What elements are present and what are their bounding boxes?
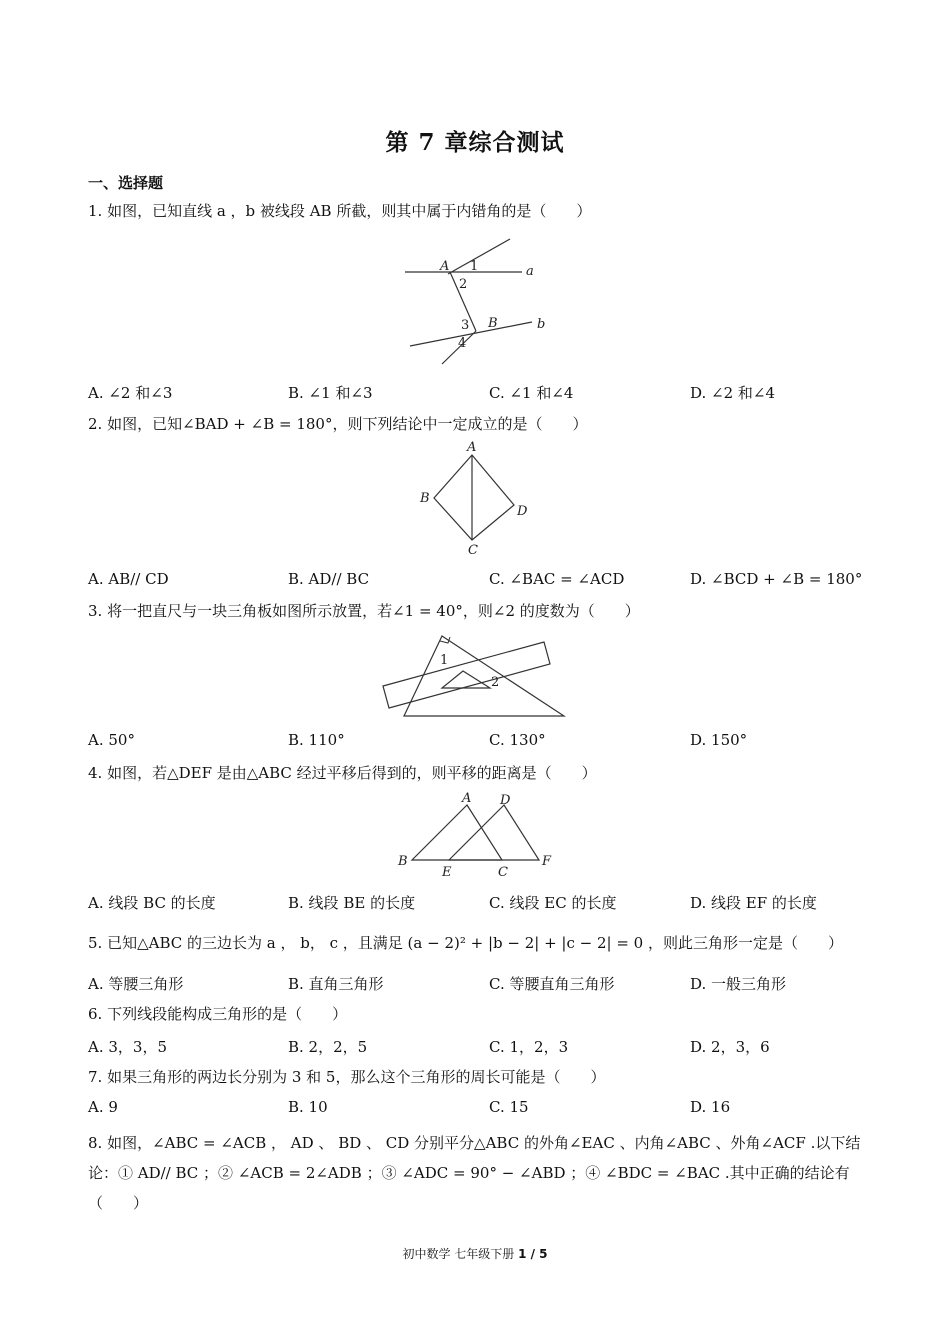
q3-option-b[interactable]: B. 110°: [288, 731, 345, 749]
q3-option-d[interactable]: D. 150°: [690, 731, 748, 749]
page-title: 第 7 章综合测试: [385, 129, 565, 156]
q4-option-b[interactable]: B. 线段 BE 的长度: [288, 894, 416, 912]
q5-option-d[interactable]: D. 一般三角形: [690, 975, 787, 993]
q2-option-b[interactable]: B. AD// BC: [288, 570, 370, 588]
question-4-options: [88, 892, 868, 914]
question-3-options: [88, 731, 868, 753]
question-4-stem: 4. 如图，若△DEF 是由△ABC 经过平移后得到的，则平移的距离是（ ）: [88, 764, 597, 782]
q1-option-c[interactable]: C. ∠1 和∠4: [489, 384, 574, 402]
q6-option-d[interactable]: D. 2，3，6: [690, 1038, 770, 1056]
q2-option-a[interactable]: A. AB// CD: [88, 570, 169, 588]
q6-option-c[interactable]: C. 1，2，3: [489, 1038, 569, 1056]
question-5-options: [88, 973, 868, 995]
q3-option-a[interactable]: A. 50°: [88, 731, 135, 749]
footer-page-number: 1 / 5: [518, 1247, 548, 1261]
q1-option-b[interactable]: B. ∠1 和∠3: [288, 384, 373, 402]
q6-option-b[interactable]: B. 2，2，5: [288, 1038, 368, 1056]
q3-label-1: 1: [440, 653, 449, 668]
q3-option-c[interactable]: C. 130°: [489, 731, 546, 749]
q5-option-a[interactable]: A. 等腰三角形: [88, 975, 184, 993]
q4-label-B: B: [398, 854, 408, 869]
question-2-figure: [412, 440, 542, 560]
q5-option-c[interactable]: C. 等腰直角三角形: [489, 975, 615, 993]
question-8-stem: 8. 如图，∠ABC = ∠ACB ， AD 、 BD 、 CD 分别平分△ABC 的外角∠EAC 、内角∠ABC 、外角∠ACF .以下结论：① AD// BC ；② ∠ACB = 2∠ADB ；③ ∠ADC = 90° − ∠ABD ；④ ∠BDC = ∠BAC .其中正确的结论有（ ）: [88, 1134, 861, 1212]
question-1-stem: 1. 如图，已知直线 a ，b 被线段 AB 所截，则其中属于内错角的是（ ）: [88, 202, 592, 220]
q1-label-B: B: [488, 316, 498, 331]
q2-label-D: D: [517, 504, 528, 519]
q2-label-C: C: [468, 543, 478, 558]
q1-label-3: 3: [461, 318, 470, 333]
q4-label-D: D: [500, 793, 511, 808]
q1-label-4: 4: [458, 336, 467, 351]
question-1-options: [88, 382, 868, 404]
q4-option-c[interactable]: C. 线段 EC 的长度: [489, 894, 617, 912]
question-5-stem: 5. 已知△ABC 的三边长为 a ， b， c ，且满足 (a − 2)² + |b − 2| + |c − 2| = 0 ，则此三角形一定是（ ）: [88, 934, 843, 952]
q7-option-b[interactable]: B. 10: [288, 1098, 328, 1116]
q2-label-B: B: [420, 491, 430, 506]
q3-label-2: 2: [491, 675, 500, 690]
q1-label-1: 1: [470, 259, 479, 274]
q4-option-a[interactable]: A. 线段 BC 的长度: [88, 894, 216, 912]
q4-label-E: E: [442, 865, 452, 880]
q2-option-d[interactable]: D. ∠BCD + ∠B = 180°: [690, 570, 863, 588]
footer-subject: 初中数学 七年级下册: [402, 1247, 519, 1261]
question-2-options: [88, 570, 868, 592]
q1-option-a[interactable]: A. ∠2 和∠3: [88, 384, 173, 402]
q1-option-d[interactable]: D. ∠2 和∠4: [690, 384, 776, 402]
q7-option-d[interactable]: D. 16: [690, 1098, 731, 1116]
question-3-stem: 3. 将一把直尺与一块三角板如图所示放置，若∠1 = 40°，则∠2 的度数为（ ）: [88, 602, 640, 620]
question-3-figure: [378, 628, 573, 723]
question-1-figure: [400, 236, 560, 376]
q5-option-b[interactable]: B. 直角三角形: [288, 975, 384, 993]
q7-option-a[interactable]: A. 9: [88, 1098, 118, 1116]
q7-option-c[interactable]: C. 15: [489, 1098, 529, 1116]
question-7-options: [88, 1098, 868, 1120]
question-7-stem: 7. 如果三角形的两边长分别为 3 和 5，那么这个三角形的周长可能是（ ）: [88, 1068, 606, 1086]
q4-label-A: A: [462, 791, 472, 806]
question-2-stem: 2. 如图，已知∠BAD + ∠B = 180°，则下列结论中一定成立的是（ ）: [88, 415, 588, 433]
q1-label-A: A: [440, 259, 450, 274]
q2-label-A: A: [467, 440, 477, 455]
question-6-options: [88, 1036, 868, 1058]
q4-label-C: C: [498, 865, 508, 880]
q2-option-c[interactable]: C. ∠BAC = ∠ACD: [489, 570, 625, 588]
q1-label-2: 2: [459, 277, 468, 292]
page-footer: [0, 1245, 950, 1262]
question-4-figure: [394, 790, 564, 880]
q4-option-d[interactable]: D. 线段 EF 的长度: [690, 894, 817, 912]
question-6-stem: 6. 下列线段能构成三角形的是（ ）: [88, 1005, 348, 1023]
q1-label-b: b: [537, 317, 546, 332]
section-heading: 一、选择题: [88, 174, 164, 192]
q1-label-a: a: [526, 264, 534, 279]
q6-option-a[interactable]: A. 3，3，5: [88, 1038, 167, 1056]
q4-label-F: F: [542, 854, 552, 869]
